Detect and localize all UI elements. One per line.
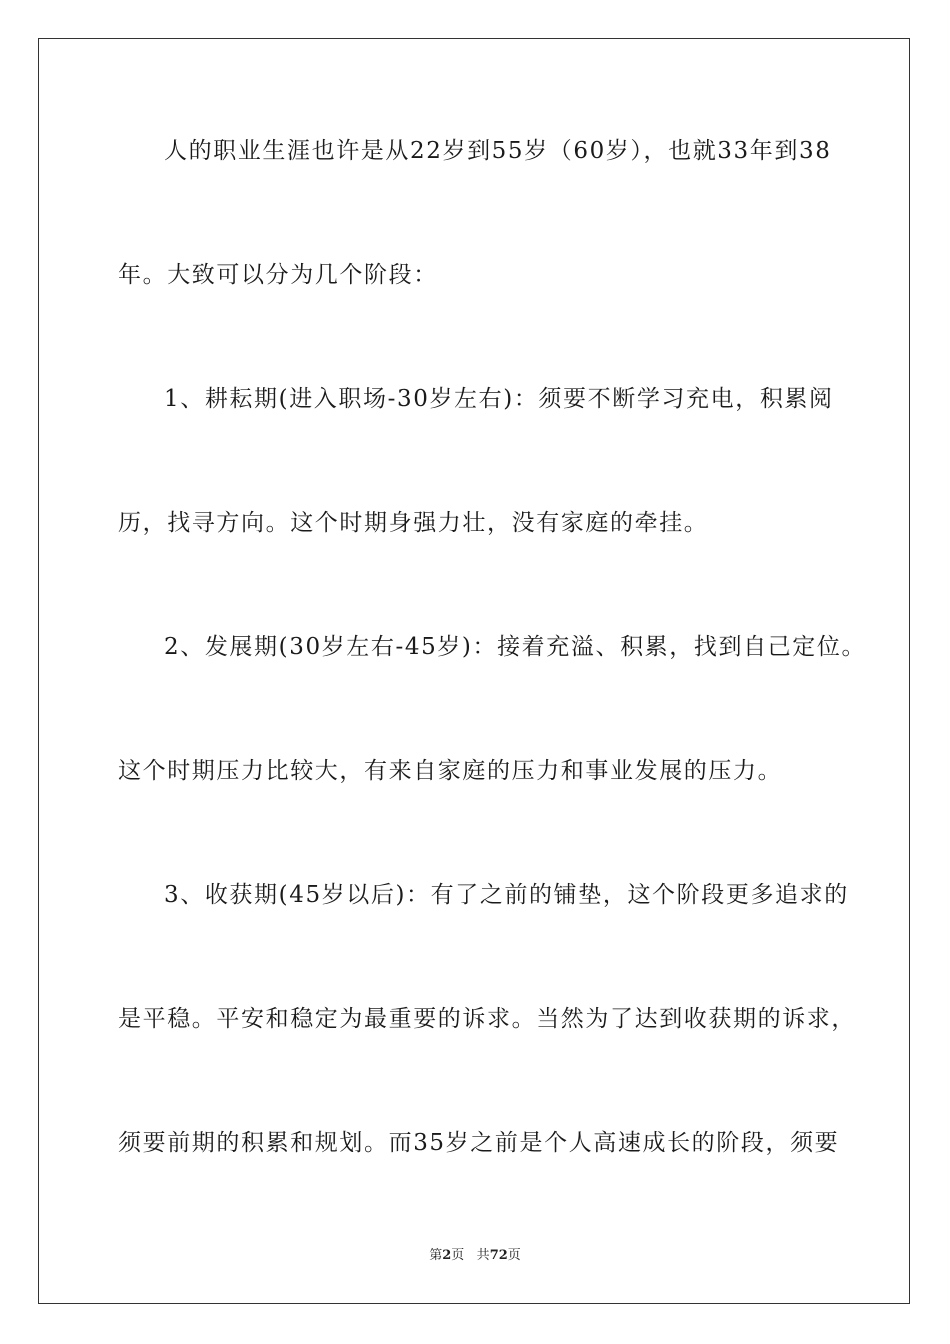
paragraph-line-7: 3、收获期(45岁以后)：有了之前的铺垫，这个阶段更多追求的 [164, 882, 849, 908]
page-number: 2 [442, 1248, 452, 1263]
paragraph-line-3: 1、耕耘期(进入职场-30岁左右)：须要不断学习充电，积累阅 [164, 386, 834, 412]
page-suffix: 页 [451, 1248, 465, 1263]
paragraph-line-6: 这个时期压力比较大，有来自家庭的压力和事业发展的压力。 [118, 758, 783, 784]
page-border [38, 38, 910, 1304]
page-prefix: 第 [429, 1248, 443, 1263]
total-pages: 72 [489, 1248, 508, 1263]
paragraph-line-5: 2、发展期(30岁左右-45岁)：接着充溢、积累，找到自己定位。 [164, 634, 867, 660]
paragraph-line-2: 年。大致可以分为几个阶段： [118, 262, 438, 288]
page-footer [0, 1246, 950, 1266]
paragraph-line-9: 须要前期的积累和规划。而35岁之前是个人高速成长的阶段，须要 [118, 1130, 840, 1156]
paragraph-line-1: 人的职业生涯也许是从22岁到55岁（60岁），也就33年到38 [164, 138, 832, 164]
paragraph-line-4: 历，找寻方向。这个时期身强力壮，没有家庭的牵挂。 [118, 510, 709, 536]
total-prefix: 共 [476, 1248, 490, 1263]
total-suffix: 页 [507, 1248, 521, 1263]
paragraph-line-8: 是平稳。平安和稳定为最重要的诉求。当然为了达到收获期的诉求， [118, 1006, 856, 1032]
